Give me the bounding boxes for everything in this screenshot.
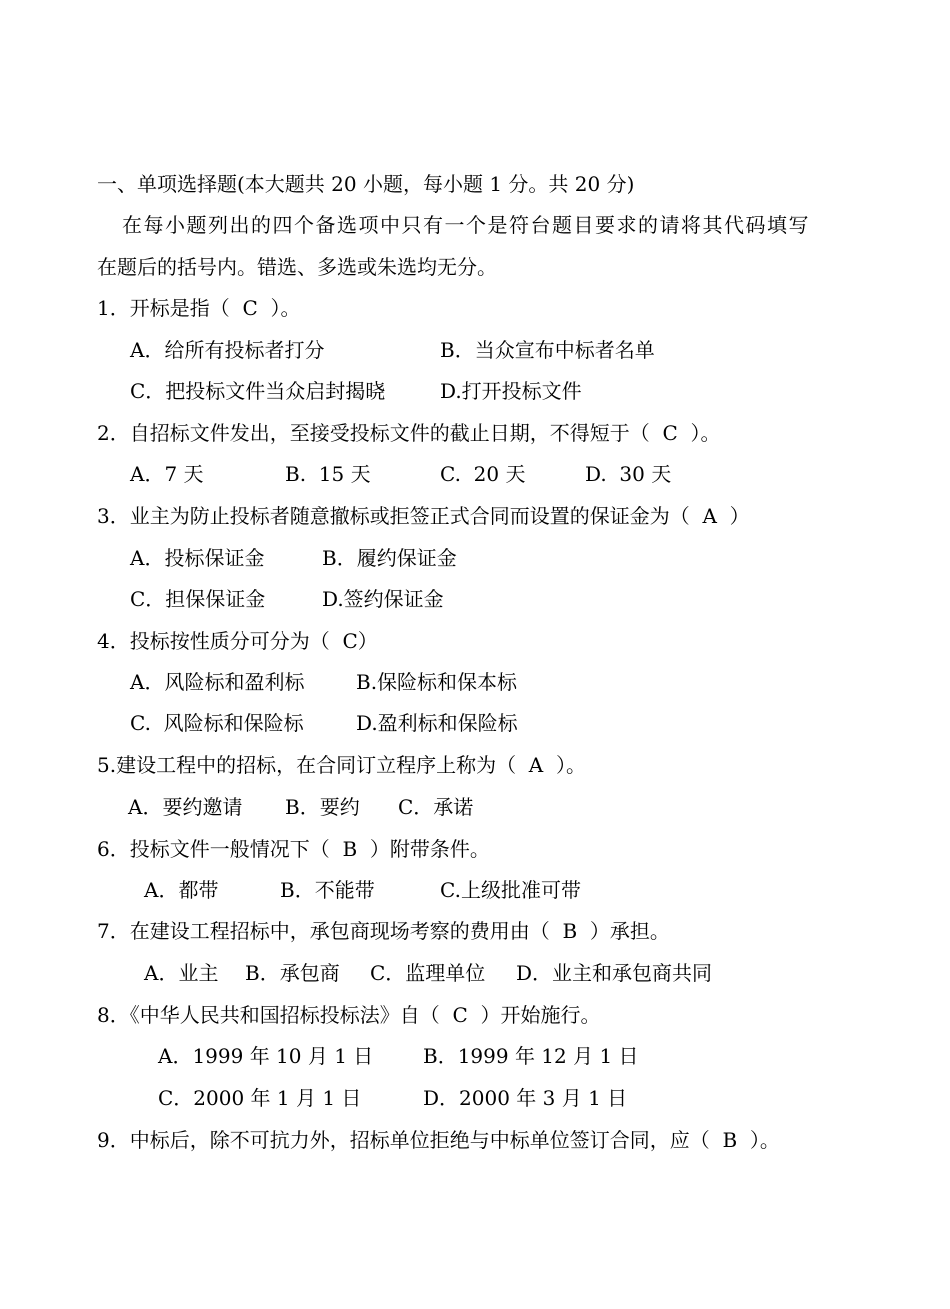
question-4-option-a: A．风险标和盈利标 bbox=[130, 670, 305, 694]
question-9-stem: 9．中标后，除不可抗力外，招标单位拒绝与中标单位签订合同，应（ B ）。 bbox=[97, 1128, 780, 1152]
question-6-option-b: B．不能带 bbox=[280, 878, 375, 902]
question-5-option-b: B．要约 bbox=[285, 795, 360, 819]
question-1-option-d: D.打开投标文件 bbox=[440, 379, 582, 403]
question-3-option-b: B．履约保证金 bbox=[322, 546, 457, 570]
question-2-option-a: A．7 天 bbox=[130, 462, 204, 486]
question-7-option-b: B．承包商 bbox=[245, 961, 340, 985]
question-4-option-d: D.盈利标和保险标 bbox=[356, 711, 518, 735]
question-5-option-a: A．要约邀请 bbox=[128, 795, 243, 819]
question-7-option-c: C．监理单位 bbox=[370, 961, 486, 985]
question-6-option-a: A．都带 bbox=[144, 878, 219, 902]
question-4-option-c: C. 风险标和保险标 bbox=[130, 711, 304, 735]
question-3-option-c: C．担保保证金 bbox=[130, 587, 266, 611]
question-1-stem: 1．开标是指（ C ）。 bbox=[97, 296, 301, 320]
question-2-option-c: C. 20 天 bbox=[440, 462, 526, 486]
instruction-line-1: 在每小题列出的四个备选项中只有一个是符台题目要求的请将其代码填写 bbox=[122, 213, 810, 237]
question-4-stem: 4．投标按性质分可分为（ C） bbox=[97, 629, 378, 653]
question-1-option-c: C．把投标文件当众启封揭晓 bbox=[130, 379, 386, 403]
question-8-option-d: D．2000 年 3 月 1 日 bbox=[423, 1086, 628, 1110]
question-8-stem: 8．《中华人民共和国招标投标法》自（ C ）开始施行。 bbox=[97, 1003, 601, 1027]
question-3-option-a: A．投标保证金 bbox=[130, 546, 265, 570]
question-5-stem: 5.建设工程中的招标，在合同订立程序上称为（ A ）。 bbox=[97, 753, 586, 777]
question-8-option-b: B．1999 年 12 月 1 日 bbox=[423, 1044, 639, 1068]
question-3-stem: 3．业主为防止投标者随意撤标或拒签正式合同而设置的保证金为（ A ） bbox=[97, 504, 750, 528]
question-3-option-d: D.签约保证金 bbox=[322, 587, 444, 611]
question-5-option-c: C．承诺 bbox=[398, 795, 474, 819]
question-4-option-b: B.保险标和保本标 bbox=[356, 670, 518, 694]
question-1-option-a: A．给所有投标者打分 bbox=[130, 338, 325, 362]
question-8-option-c: C．2000 年 1 月 1 日 bbox=[158, 1086, 362, 1110]
question-2-option-b: B. 15 天 bbox=[285, 462, 371, 486]
question-7-option-a: A．业主 bbox=[144, 961, 219, 985]
question-2-stem: 2．自招标文件发出，至接受投标文件的截止日期，不得短于（ C ）。 bbox=[97, 421, 721, 445]
instruction-line-2: 在题后的括号内。错选、多选或朱选均无分。 bbox=[97, 255, 497, 279]
question-8-option-a: A．1999 年 10 月 1 日 bbox=[158, 1044, 374, 1068]
question-2-option-d: D. 30 天 bbox=[585, 462, 672, 486]
section-heading: 一、单项选择题(本大题共 20 小题，每小题 1 分。共 20 分) bbox=[97, 172, 635, 196]
question-6-stem: 6．投标文件一般情况下（ B ）附带条件。 bbox=[97, 837, 490, 861]
question-7-option-d: D．业主和承包商共同 bbox=[516, 961, 713, 985]
question-1-option-b: B．当众宣布中标者名单 bbox=[440, 338, 655, 362]
question-6-option-c: C.上级批准可带 bbox=[440, 878, 581, 902]
question-7-stem: 7．在建设工程招标中，承包商现场考察的费用由（ B ）承担。 bbox=[97, 919, 670, 943]
